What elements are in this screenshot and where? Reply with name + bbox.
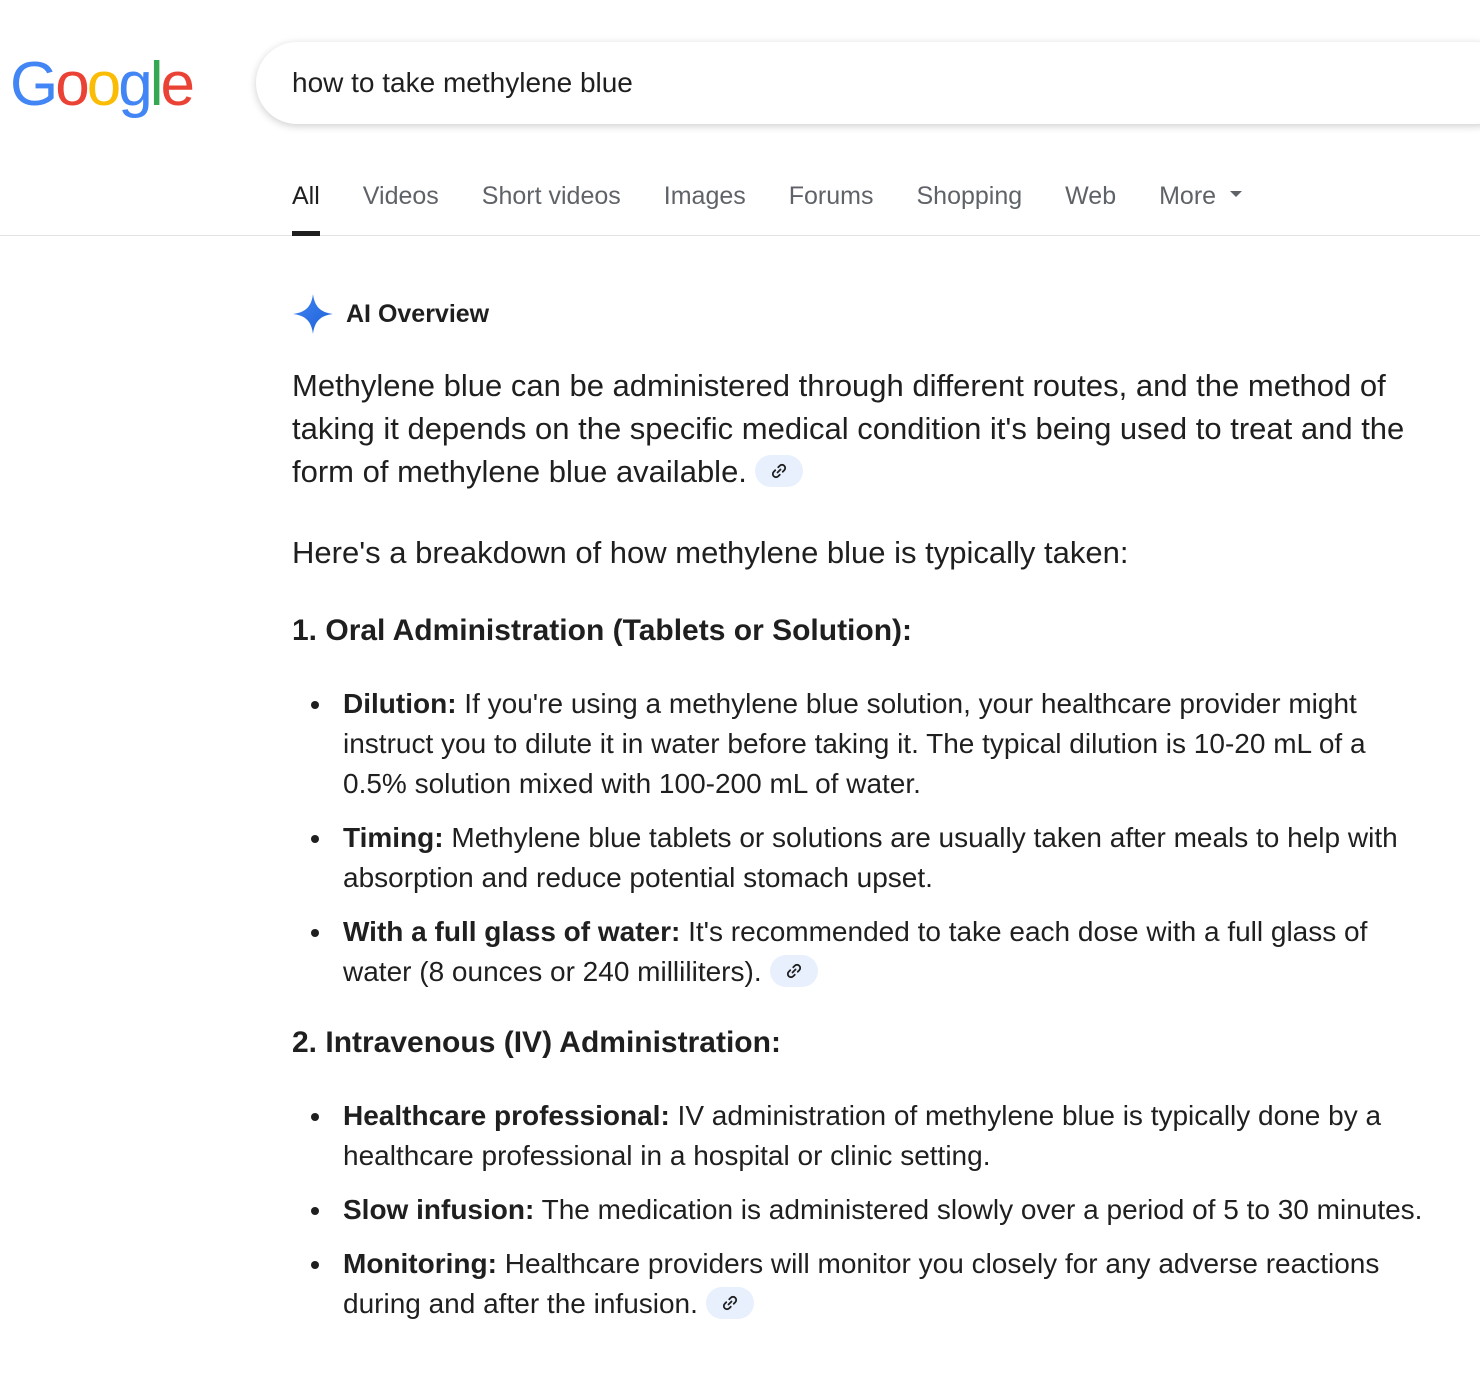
logo-letter: G [10,50,56,119]
item-label: Monitoring: [343,1248,497,1279]
item-text: If you're using a methylene blue solution, your healthcare provider might instruct you to dilute it in water before taking it. The typical dilution is 10-20 mL of a 0.5% solution mixed with 100-200 mL of water. [343,688,1366,799]
source-link-button[interactable] [706,1287,754,1319]
logo-letter: e [160,50,192,119]
list-item [343,818,1433,898]
logo-letter: o [86,50,119,119]
breakdown-paragraph: Here's a breakdown of how methylene blue is typically taken: [292,535,1129,570]
logo-letter: g [118,50,150,119]
section-title: 1. Oral Administration (Tablets or Solution): [292,614,913,647]
logo-letter: l [149,50,161,119]
item-text: Healthcare providers will monitor you closely for any adverse reactions during and after the infusion. [343,1248,1380,1319]
tab-more[interactable] [1159,178,1242,236]
tab-forums[interactable]: Forums [788,182,874,210]
tab-images[interactable]: Images [663,182,746,210]
source-link-button[interactable] [755,455,803,487]
tab-videos[interactable]: Videos [362,182,439,210]
ai-overview [292,290,1442,1338]
header [0,0,1480,236]
list-item [343,1096,1433,1176]
tab-web[interactable]: Web [1065,182,1117,210]
tab-short-videos[interactable]: Short videos [481,182,621,210]
bullet-list [292,1096,1442,1324]
item-label: Dilution: [343,688,457,719]
item-label: Timing: [343,822,444,853]
item-label: With a full glass of water: [343,916,681,947]
list-item [343,684,1433,804]
ai-overview-title: AI Overview [346,299,490,328]
link-icon [770,462,788,480]
tab-shopping[interactable]: Shopping [916,182,1023,210]
bullet-list [292,684,1442,992]
link-icon [721,1294,739,1312]
list-item [343,912,1433,992]
source-link-button[interactable] [770,955,818,987]
list-item [343,1244,1433,1324]
ai-intro-paragraph [292,364,1437,493]
item-label: Slow infusion: [343,1194,535,1225]
item-text: It's recommended to take each dose with a full glass of water (8 ounces or 240 milliliters). [343,916,1368,987]
search-tabs [292,178,1285,236]
search-box[interactable] [256,42,1480,124]
section-title: 2. Intravenous (IV) Administration: [292,1026,781,1059]
intro-text: Methylene blue can be administered through different routes, and the method of taking it depends on the specific medical condition it's being used to treat and the form of methylene blue available. [292,368,1405,489]
link-icon [785,962,803,980]
ai-sparkle-icon [292,293,334,335]
search-input[interactable] [292,64,1192,102]
caret-down-icon [1230,191,1242,197]
item-label: Healthcare professional: [343,1100,670,1131]
list-item [343,1190,1433,1230]
ai-overview-header [292,290,1442,338]
tab-more-label: More [1159,182,1217,210]
item-text: IV administration of methylene blue is typically done by a healthcare professional in a hospital or clinic setting. [343,1100,1382,1171]
google-logo[interactable] [10,50,192,120]
item-text: Methylene blue tablets or solutions are usually taken after meals to help with absorption and reduce potential stomach upset. [343,822,1398,893]
logo-letter: o [55,50,87,119]
item-text: The medication is administered slowly over a period of 5 to 30 minutes. [534,1194,1423,1225]
tab-all[interactable]: All [292,178,320,236]
